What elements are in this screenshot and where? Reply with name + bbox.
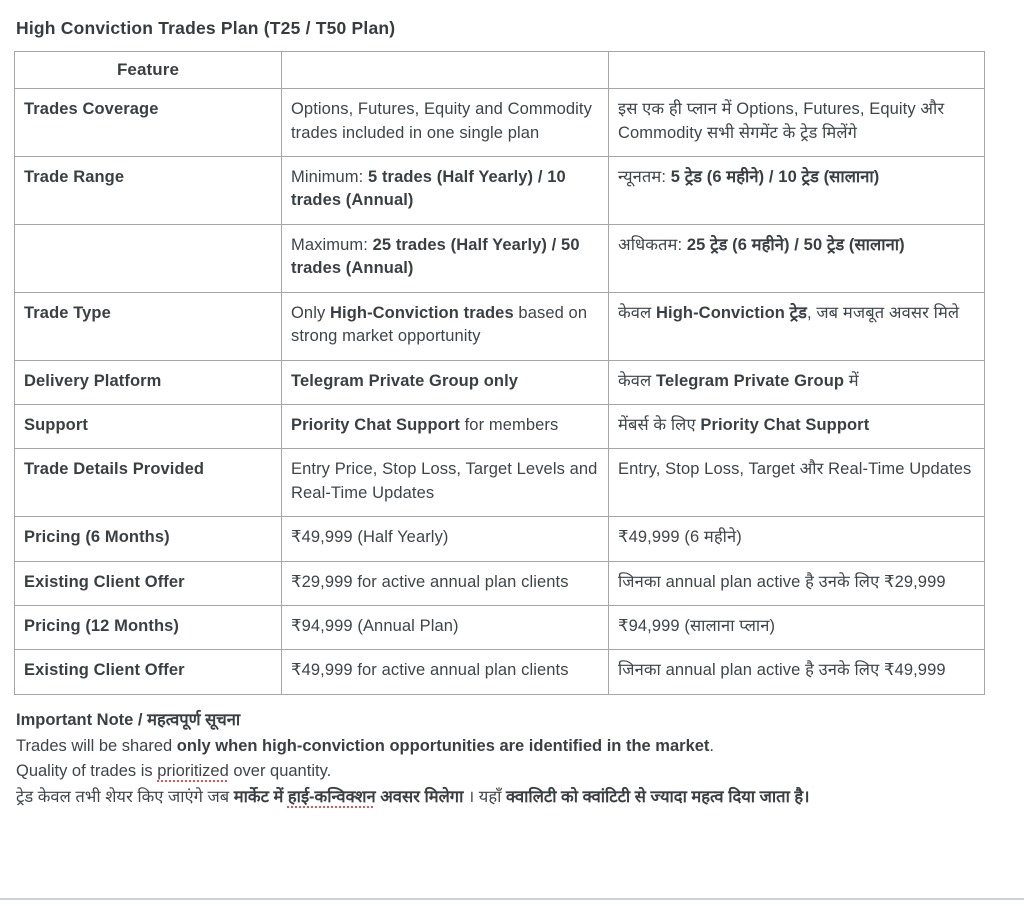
hindi-cell bbox=[609, 606, 985, 650]
text-segment: अवसर मिलेगा bbox=[375, 788, 464, 807]
feature-cell: Existing Client Offer bbox=[15, 561, 282, 605]
text-segment: 5 trades (Half Yearly) / 10 trades (Annual) bbox=[291, 167, 566, 210]
hindi-cell bbox=[609, 517, 985, 561]
note-lines bbox=[16, 734, 1006, 810]
text-segment: Telegram Private Group bbox=[656, 371, 845, 390]
text-segment: Priority Chat Support bbox=[291, 415, 460, 434]
text-segment: Options, Futures, Equity and Commodity trades included in one single plan bbox=[291, 100, 592, 142]
note-heading: Important Note / महत्वपूर्ण सूचना bbox=[16, 710, 241, 729]
text-segment: ट्रेड केवल तभी शेयर किए जाएंगे जब bbox=[16, 788, 234, 807]
english-cell bbox=[282, 650, 609, 694]
text-segment: Only bbox=[291, 303, 331, 322]
hindi-cell bbox=[609, 224, 985, 292]
text-segment: only when high-conviction opportunities are identified in the market bbox=[176, 736, 710, 755]
text-segment: केवल bbox=[618, 303, 657, 322]
feature-cell: Delivery Platform bbox=[15, 360, 282, 404]
text-segment: न्यूनतम: bbox=[618, 167, 671, 186]
hindi-cell bbox=[609, 449, 985, 517]
feature-cell bbox=[15, 224, 282, 292]
feature-cell: Trades Coverage bbox=[15, 89, 282, 157]
text-segment: इस एक ही प्लान में Options, Futures, Equity और Commodity सभी सेगमेंट के ट्रेड मिलेंगे bbox=[618, 100, 945, 142]
english-cell bbox=[282, 561, 609, 605]
text-segment: based on strong market opportunity bbox=[291, 303, 588, 346]
table-row bbox=[15, 449, 985, 517]
text-segment: Trades will be shared bbox=[16, 736, 177, 755]
hindi-cell bbox=[609, 561, 985, 605]
text-segment: मार्केट में bbox=[233, 788, 288, 807]
note-line bbox=[16, 759, 1006, 784]
feature-cell: Existing Client Offer bbox=[15, 650, 282, 694]
english-cell bbox=[282, 89, 609, 157]
hindi-cell bbox=[609, 292, 985, 360]
text-segment: . bbox=[709, 736, 715, 755]
feature-cell: Trade Range bbox=[15, 156, 282, 224]
text-segment: ₹29,999 for active annual plan clients bbox=[291, 572, 569, 591]
important-note bbox=[16, 708, 1006, 810]
table-row bbox=[15, 156, 985, 224]
text-segment: जिनका annual plan active है उनके लिए ₹29,999 bbox=[618, 572, 946, 591]
table-body bbox=[15, 89, 985, 695]
text-segment: for members bbox=[459, 415, 559, 434]
text-segment: ₹49,999 (Half Yearly) bbox=[291, 528, 449, 547]
text-segment: Entry, Stop Loss, Target और Real-Time Updates bbox=[618, 460, 972, 479]
table-row bbox=[15, 606, 985, 650]
text-segment: । यहाँ bbox=[463, 788, 506, 807]
note-line bbox=[16, 785, 1006, 810]
text-segment: क्वालिटी को क्वांटिटी से ज्यादा महत्व दिया जाता है। bbox=[505, 788, 810, 807]
text-segment: ₹94,999 (सालाना प्लान) bbox=[618, 617, 776, 636]
text-segment: Maximum: bbox=[291, 235, 373, 254]
english-cell bbox=[282, 517, 609, 561]
text-segment: केवल bbox=[618, 371, 657, 390]
text-segment: , जब मजबूत अवसर मिले bbox=[806, 303, 960, 322]
text-segment: Telegram Private Group only bbox=[291, 371, 519, 390]
english-cell bbox=[282, 292, 609, 360]
english-cell bbox=[282, 156, 609, 224]
feature-cell: Pricing (12 Months) bbox=[15, 606, 282, 650]
table-row bbox=[15, 89, 985, 157]
table-row bbox=[15, 404, 985, 448]
text-segment: Minimum: bbox=[291, 167, 368, 186]
note-line bbox=[16, 734, 1006, 759]
hindi-cell bbox=[609, 156, 985, 224]
hindi-cell bbox=[609, 360, 985, 404]
header-cell-english bbox=[282, 52, 609, 89]
table-row bbox=[15, 360, 985, 404]
text-segment: over quantity. bbox=[228, 762, 332, 781]
text-segment: में bbox=[844, 371, 859, 390]
text-segment: ₹49,999 for active annual plan clients bbox=[291, 661, 569, 680]
hindi-cell bbox=[609, 404, 985, 448]
table-row bbox=[15, 561, 985, 605]
header-cell-feature: Feature bbox=[15, 52, 282, 89]
english-cell bbox=[282, 449, 609, 517]
text-segment: 25 ट्रेड (6 महीने) / 50 ट्रेड (सालाना) bbox=[686, 235, 905, 254]
hindi-cell bbox=[609, 89, 985, 157]
table-row bbox=[15, 224, 985, 292]
feature-cell: Pricing (6 Months) bbox=[15, 517, 282, 561]
text-segment: Entry Price, Stop Loss, Target Levels and Real-Time Updates bbox=[291, 460, 598, 502]
text-segment: मेंबर्स के लिए bbox=[618, 415, 701, 434]
english-cell bbox=[282, 360, 609, 404]
text-segment: High-Conviction ट्रेड bbox=[656, 303, 807, 322]
text-segment: हाई-कन्विक्शन bbox=[287, 788, 376, 807]
table-row bbox=[15, 650, 985, 694]
english-cell bbox=[282, 224, 609, 292]
english-cell bbox=[282, 606, 609, 650]
english-cell bbox=[282, 404, 609, 448]
text-segment: ₹94,999 (Annual Plan) bbox=[291, 617, 459, 636]
table-row bbox=[15, 292, 985, 360]
page-title: High Conviction Trades Plan (T25 / T50 Plan) bbox=[16, 18, 396, 38]
feature-cell: Trade Details Provided bbox=[15, 449, 282, 517]
text-segment: ₹49,999 (6 महीने) bbox=[618, 528, 742, 547]
bottom-divider bbox=[0, 898, 1024, 900]
table-header-row bbox=[15, 52, 985, 89]
feature-cell: Trade Type bbox=[15, 292, 282, 360]
text-segment: 25 trades (Half Yearly) / 50 trades (Annual) bbox=[291, 235, 580, 278]
text-segment: Priority Chat Support bbox=[700, 415, 870, 434]
plan-table bbox=[14, 51, 985, 695]
feature-cell: Support bbox=[15, 404, 282, 448]
header-cell-hindi bbox=[609, 52, 985, 89]
text-segment: 5 ट्रेड (6 महीने) / 10 ट्रेड (सालाना) bbox=[670, 167, 880, 186]
text-segment: अधिकतम: bbox=[618, 235, 687, 254]
text-segment: High-Conviction trades bbox=[330, 303, 514, 322]
table-row bbox=[15, 517, 985, 561]
text-segment: Quality of trades is bbox=[16, 762, 158, 781]
hindi-cell bbox=[609, 650, 985, 694]
text-segment: जिनका annual plan active है उनके लिए ₹49,999 bbox=[618, 661, 946, 680]
text-segment: prioritized bbox=[157, 762, 229, 781]
